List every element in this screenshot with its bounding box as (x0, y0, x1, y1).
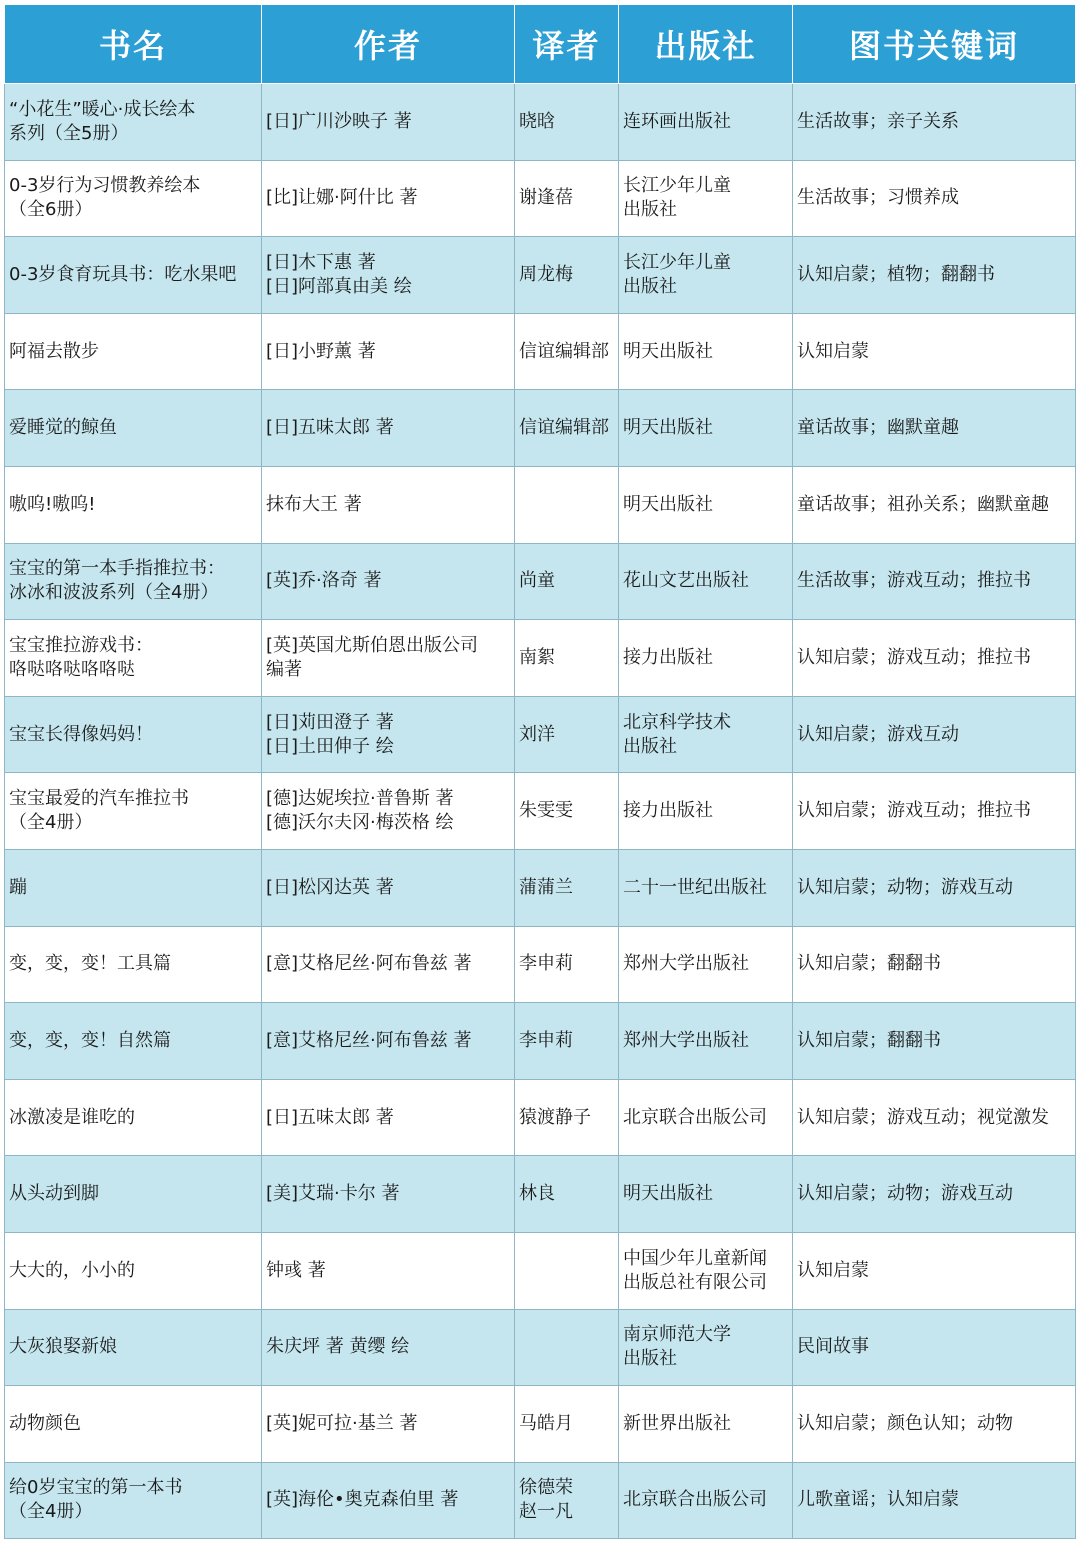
cell-keywords: 认知启蒙；游戏互动；推拉书 (793, 620, 1076, 697)
cell-keywords: 童话故事；祖孙关系；幽默童趣 (793, 466, 1076, 543)
book-list-table (4, 4, 1076, 1539)
cell-author: [日]松冈达英 著 (262, 849, 515, 926)
table-row (5, 849, 1076, 926)
cell-translator: 尚童 (515, 543, 619, 620)
cell-title: 宝宝长得像妈妈！ (5, 696, 262, 773)
table-row (5, 313, 1076, 390)
cell-translator: 徐德荣 赵一凡 (515, 1462, 619, 1539)
cell-title: 变，变，变！工具篇 (5, 926, 262, 1003)
header-row (5, 5, 1076, 84)
table-row (5, 620, 1076, 697)
header-keywords: 图书关键词 (793, 5, 1076, 84)
cell-publisher: 明天出版社 (619, 313, 793, 390)
table-row (5, 1309, 1076, 1386)
cell-keywords: 生活故事；亲子关系 (793, 84, 1076, 161)
cell-author: [英]乔·洛奇 著 (262, 543, 515, 620)
cell-keywords: 认知启蒙 (793, 313, 1076, 390)
cell-publisher: 北京科学技术 出版社 (619, 696, 793, 773)
cell-title: 0-3岁行为习惯教养绘本 （全6册） (5, 160, 262, 237)
cell-translator (515, 1232, 619, 1309)
cell-author: [英]海伦•奥克森伯里 著 (262, 1462, 515, 1539)
table-row (5, 1156, 1076, 1233)
cell-author: [英]妮可拉·基兰 著 (262, 1386, 515, 1463)
cell-translator: 晓晗 (515, 84, 619, 161)
cell-publisher: 明天出版社 (619, 1156, 793, 1233)
table-body (5, 84, 1076, 1539)
table-row (5, 543, 1076, 620)
cell-title: “小花生”暖心·成长绘本 系列（全5册） (5, 84, 262, 161)
cell-title: 嗷呜!嗷呜! (5, 466, 262, 543)
cell-keywords: 认知启蒙；植物；翻翻书 (793, 237, 1076, 314)
cell-author: [德]达妮埃拉·普鲁斯 著 [德]沃尔夫冈·梅茨格 绘 (262, 773, 515, 850)
cell-title: 宝宝的第一本手指推拉书： 冰冰和波波系列（全4册） (5, 543, 262, 620)
cell-title: 大灰狼娶新娘 (5, 1309, 262, 1386)
cell-author: 抹布大王 著 (262, 466, 515, 543)
cell-publisher: 南京师范大学 出版社 (619, 1309, 793, 1386)
cell-author: [美]艾瑞·卡尔 著 (262, 1156, 515, 1233)
cell-translator: 蒲蒲兰 (515, 849, 619, 926)
cell-keywords: 认知启蒙 (793, 1232, 1076, 1309)
cell-keywords: 认知启蒙；游戏互动；视觉激发 (793, 1079, 1076, 1156)
table-row (5, 390, 1076, 467)
cell-translator: 信谊编辑部 (515, 390, 619, 467)
table-row (5, 466, 1076, 543)
table-row (5, 696, 1076, 773)
cell-translator (515, 466, 619, 543)
cell-keywords: 生活故事；习惯养成 (793, 160, 1076, 237)
table-header (5, 5, 1076, 84)
cell-author: [日]苅田澄子 著 [日]土田伸子 绘 (262, 696, 515, 773)
cell-translator: 李申莉 (515, 926, 619, 1003)
cell-publisher: 二十一世纪出版社 (619, 849, 793, 926)
table-row (5, 84, 1076, 161)
cell-keywords: 认知启蒙；颜色认知；动物 (793, 1386, 1076, 1463)
cell-publisher: 郑州大学出版社 (619, 1003, 793, 1080)
cell-title: 变，变，变！自然篇 (5, 1003, 262, 1080)
cell-keywords: 认知启蒙；翻翻书 (793, 926, 1076, 1003)
cell-title: 0-3岁食育玩具书：吃水果吧 (5, 237, 262, 314)
cell-author: [意]艾格尼丝·阿布鲁兹 著 (262, 926, 515, 1003)
cell-title: 爱睡觉的鲸鱼 (5, 390, 262, 467)
cell-publisher: 郑州大学出版社 (619, 926, 793, 1003)
cell-publisher: 北京联合出版公司 (619, 1079, 793, 1156)
cell-keywords: 民间故事 (793, 1309, 1076, 1386)
cell-publisher: 北京联合出版公司 (619, 1462, 793, 1539)
cell-publisher: 新世界出版社 (619, 1386, 793, 1463)
header-publisher: 出版社 (619, 5, 793, 84)
cell-translator: 谢逢蓓 (515, 160, 619, 237)
cell-author: [日]小野薰 著 (262, 313, 515, 390)
cell-publisher: 中国少年儿童新闻 出版总社有限公司 (619, 1232, 793, 1309)
cell-author: 钟彧 著 (262, 1232, 515, 1309)
cell-publisher: 连环画出版社 (619, 84, 793, 161)
cell-author: [日]广川沙映子 著 (262, 84, 515, 161)
cell-publisher: 花山文艺出版社 (619, 543, 793, 620)
cell-title: 给0岁宝宝的第一本书 （全4册） (5, 1462, 262, 1539)
cell-title: 阿福去散步 (5, 313, 262, 390)
table-row (5, 1462, 1076, 1539)
cell-translator: 南絮 (515, 620, 619, 697)
table-row (5, 237, 1076, 314)
cell-translator (515, 1309, 619, 1386)
cell-translator: 林良 (515, 1156, 619, 1233)
cell-keywords: 认知启蒙；翻翻书 (793, 1003, 1076, 1080)
cell-translator: 信谊编辑部 (515, 313, 619, 390)
cell-author: [日]五味太郎 著 (262, 390, 515, 467)
cell-translator: 猿渡静子 (515, 1079, 619, 1156)
table-row (5, 1079, 1076, 1156)
cell-author: [意]艾格尼丝·阿布鲁兹 著 (262, 1003, 515, 1080)
table-row (5, 1232, 1076, 1309)
cell-author: [比]让娜·阿什比 著 (262, 160, 515, 237)
cell-title: 冰激凌是谁吃的 (5, 1079, 262, 1156)
cell-author: [英]英国尤斯伯恩出版公司 编著 (262, 620, 515, 697)
cell-keywords: 儿歌童谣；认知启蒙 (793, 1462, 1076, 1539)
cell-keywords: 认知启蒙；游戏互动；推拉书 (793, 773, 1076, 850)
cell-author: [日]五味太郎 著 (262, 1079, 515, 1156)
cell-keywords: 认知启蒙；动物；游戏互动 (793, 849, 1076, 926)
cell-title: 从头动到脚 (5, 1156, 262, 1233)
cell-author: [日]木下惠 著 [日]阿部真由美 绘 (262, 237, 515, 314)
header-author: 作者 (262, 5, 515, 84)
table-row (5, 926, 1076, 1003)
cell-keywords: 生活故事；游戏互动；推拉书 (793, 543, 1076, 620)
cell-publisher: 明天出版社 (619, 466, 793, 543)
cell-translator: 刘洋 (515, 696, 619, 773)
cell-title: 宝宝推拉游戏书： 咯哒咯哒咯咯哒 (5, 620, 262, 697)
header-translator: 译者 (515, 5, 619, 84)
cell-keywords: 童话故事；幽默童趣 (793, 390, 1076, 467)
cell-publisher: 明天出版社 (619, 390, 793, 467)
cell-publisher: 接力出版社 (619, 620, 793, 697)
cell-keywords: 认知启蒙；游戏互动 (793, 696, 1076, 773)
cell-author: 朱庆坪 著 黄缨 绘 (262, 1309, 515, 1386)
table-row (5, 1003, 1076, 1080)
cell-title: 蹦 (5, 849, 262, 926)
table-row (5, 160, 1076, 237)
header-title: 书名 (5, 5, 262, 84)
cell-title: 动物颜色 (5, 1386, 262, 1463)
table-row (5, 773, 1076, 850)
cell-publisher: 长江少年儿童 出版社 (619, 160, 793, 237)
cell-title: 宝宝最爱的汽车推拉书 （全4册） (5, 773, 262, 850)
table-row (5, 1386, 1076, 1463)
cell-publisher: 接力出版社 (619, 773, 793, 850)
cell-translator: 李申莉 (515, 1003, 619, 1080)
cell-publisher: 长江少年儿童 出版社 (619, 237, 793, 314)
cell-translator: 马皓月 (515, 1386, 619, 1463)
cell-translator: 周龙梅 (515, 237, 619, 314)
cell-keywords: 认知启蒙；动物；游戏互动 (793, 1156, 1076, 1233)
cell-title: 大大的，小小的 (5, 1232, 262, 1309)
cell-translator: 朱雯雯 (515, 773, 619, 850)
